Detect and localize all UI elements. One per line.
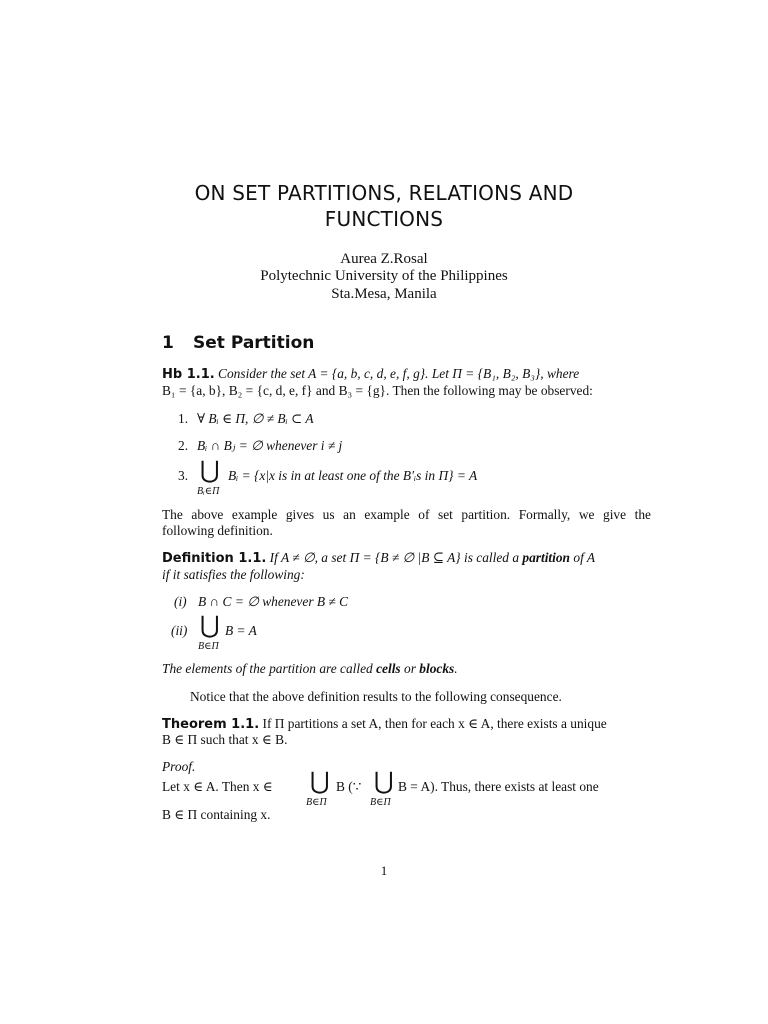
section-title: Set Partition (193, 333, 315, 353)
term-cells: cells (376, 661, 401, 676)
theorem-line-1 (162, 716, 651, 733)
elements-or: or (404, 661, 416, 676)
proof-label: Proof. (162, 759, 196, 774)
hb-text-line-2: B₁ = {a, b}, B₂ = {c, d, e, f} and B₃ = {g}. Then the following may be observed: (162, 383, 593, 398)
hb-item-2-number: 2. (178, 438, 189, 453)
proof-union-subscript-2: B∈Π (370, 797, 391, 808)
condition-ii-text: B = A (225, 623, 257, 638)
definition-term-partition: partition (522, 550, 571, 565)
elements-period: . (454, 661, 458, 676)
term-blocks: blocks (419, 661, 455, 676)
big-union-symbol: ⋃ (310, 767, 330, 795)
definition-text-a: If A ≠ ∅, a set Π = {B ≠ ∅ |B ⊆ A} is called a (269, 550, 520, 565)
hb-item-3-number: 3. (178, 468, 189, 483)
hb-item-3-union-subscript: Bᵢ∈Π (197, 486, 220, 497)
hb-item-1-text: ∀ Bᵢ ∈ Π, ∅ ≠ Bᵢ ⊂ A (197, 411, 314, 426)
section-number: 1 (162, 333, 174, 353)
author-affiliation: Polytechnic University of the Philippines (260, 268, 508, 284)
paper-title-line-2: FUNCTIONS (324, 207, 444, 231)
theorem-text-line-1: If Π partitions a set A, then for each x ∈ A, there exists a unique (262, 716, 607, 731)
page-number: 1 (380, 863, 388, 878)
condition-ii-label: (ii) (171, 623, 188, 638)
condition-i-label: (i) (174, 594, 187, 609)
definition-line-1 (162, 550, 651, 567)
example-paragraph-line-2: following definition. (162, 523, 273, 538)
hb-text-line-1: Consider the set A = {a, b, c, d, e, f, g}. Let Π = {B₁, B₂, B₃}, where (218, 366, 580, 381)
proof-text-part-3: B = A). Thus, there exists at least one (398, 779, 599, 794)
proof-union-subscript-1: B∈Π (306, 797, 327, 808)
example-paragraph-line-1: The above example gives us an example of set partition. Formally, we give the (162, 507, 651, 522)
hb-item-1-number: 1. (178, 411, 189, 426)
proof-text-line-2: B ∈ Π containing x. (162, 807, 271, 822)
proof-text-part-2: B (∵ (336, 779, 362, 794)
paper-title-line-1: ON SET PARTITIONS, RELATIONS AND (194, 181, 574, 205)
hb-paragraph-line-1 (162, 366, 651, 383)
condition-i-text: B ∩ C = ∅ whenever B ≠ C (198, 594, 349, 609)
hb-item-2-text: Bᵢ ∩ Bⱼ = ∅ whenever i ≠ j (197, 438, 343, 453)
definition-label: Definition 1.1. (162, 551, 267, 566)
author-location: Sta.Mesa, Manila (331, 286, 437, 302)
big-union-symbol: ⋃ (374, 767, 394, 795)
condition-ii-union-subscript: B∈Π (198, 641, 219, 652)
elements-text: The elements of the partition are called (162, 661, 373, 676)
definition-elements-line (162, 661, 458, 677)
proof-text-part-1: Let x ∈ A. Then x ∈ (162, 779, 273, 794)
author-name: Aurea Z.Rosal (340, 251, 428, 267)
big-union-symbol: ⋃ (200, 611, 220, 639)
notice-paragraph: Notice that the above definition results to the following consequence. (190, 689, 562, 704)
big-union-symbol: ⋃ (200, 456, 220, 484)
hb-item-3-text: Bᵢ = {x|x is in at least one of the B′ᵢs in Π} = A (228, 468, 478, 483)
hb-label: Hb 1.1. (162, 367, 215, 382)
theorem-text-line-2: B ∈ Π such that x ∈ B. (162, 732, 288, 747)
definition-line-2: if it satisfies the following: (162, 567, 305, 582)
theorem-label: Theorem 1.1. (162, 717, 260, 732)
definition-text-b: of A (573, 550, 596, 565)
